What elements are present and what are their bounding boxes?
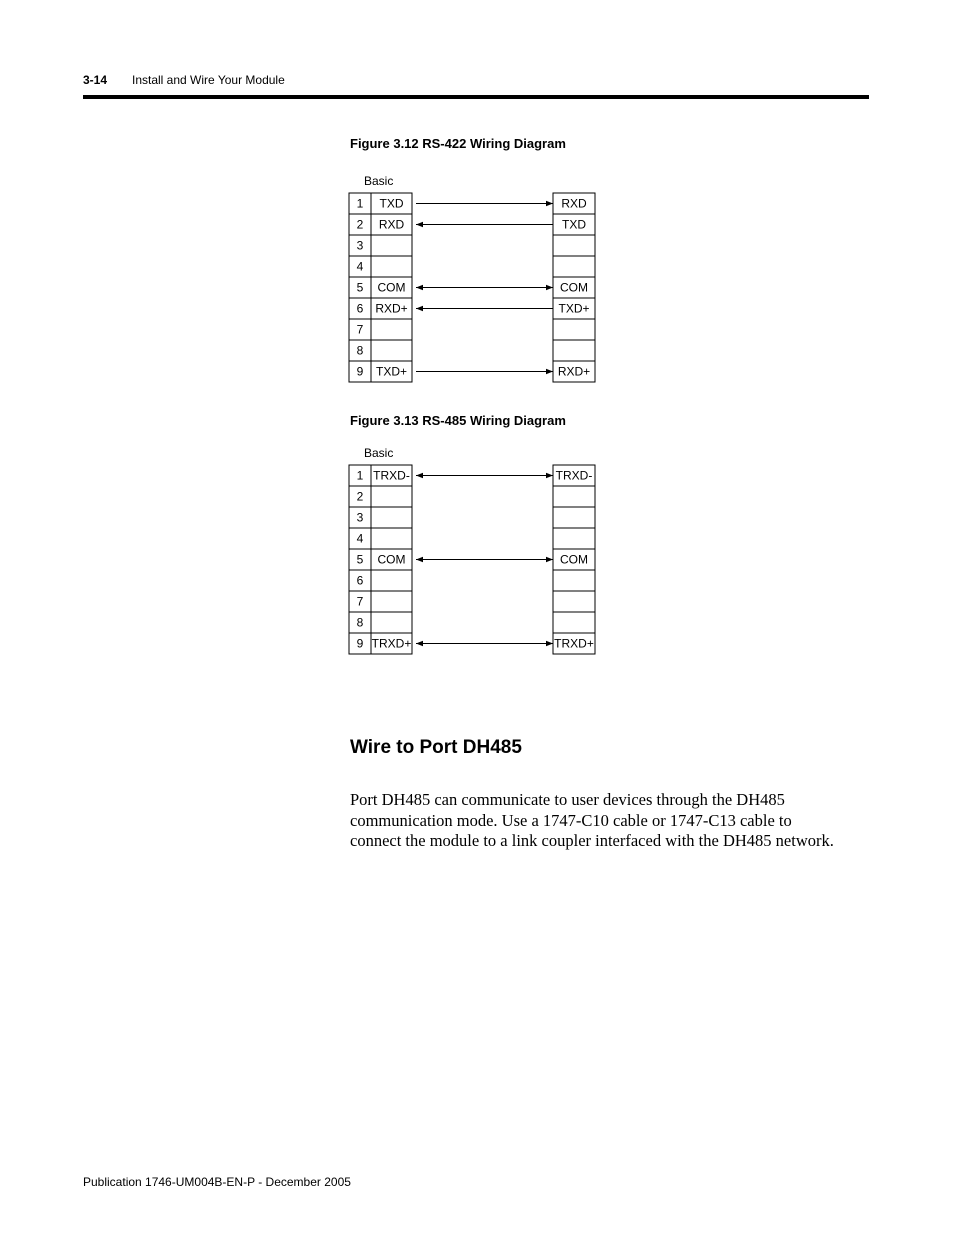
pin-number: 3: [356, 510, 364, 525]
figure-caption-rs485: Figure 3.13 RS-485 Wiring Diagram: [350, 413, 566, 428]
right-signal-label: TRXD-: [555, 468, 593, 483]
pin-number: 9: [356, 364, 364, 379]
chapter-title: Install and Wire Your Module: [132, 73, 285, 87]
pin-number: 1: [356, 196, 364, 211]
pin-number: 4: [356, 259, 364, 274]
rs485-wiring-diagram: [340, 440, 610, 665]
right-signal-label: COM: [560, 280, 588, 295]
left-signal-label: TXD+: [375, 364, 408, 379]
pin-number: 2: [356, 217, 364, 232]
pin-number: 6: [356, 301, 364, 316]
left-signal-label: RXD+: [375, 301, 408, 316]
right-signal-label: COM: [560, 552, 588, 567]
diagram-label: Basic: [364, 174, 394, 188]
diagram-label: Basic: [364, 446, 394, 460]
right-signal-label: TXD+: [558, 301, 590, 316]
page-number: 3-14: [83, 73, 108, 87]
pin-number: 3: [356, 238, 364, 253]
pin-number: 9: [356, 636, 364, 651]
rs422-wiring-diagram: [340, 168, 610, 393]
publication-footer: Publication 1746-UM004B-EN-P - December 2005: [83, 1175, 351, 1189]
right-signal-label: RXD: [561, 196, 587, 211]
right-signal-label: TXD: [562, 217, 586, 232]
pin-number: 7: [356, 594, 364, 609]
section-heading: Wire to Port DH485: [350, 737, 522, 758]
rs422-diagram-svg: [340, 168, 610, 393]
right-signal-label: TRXD+: [554, 636, 594, 651]
left-signal-label: COM: [377, 280, 406, 295]
rs485-diagram-svg: [340, 440, 610, 665]
pin-number: 5: [356, 280, 364, 295]
pin-number: 4: [356, 531, 364, 546]
left-signal-label: TRXD+: [371, 636, 412, 651]
left-signal-label: COM: [377, 552, 406, 567]
left-signal-label: RXD: [378, 217, 405, 232]
pin-number: 5: [356, 552, 364, 567]
right-signal-label: RXD+: [557, 364, 591, 379]
left-signal-label: TRXD-: [373, 468, 410, 483]
header-rule: [83, 95, 869, 99]
pin-number: 8: [356, 343, 364, 358]
pin-number: 2: [356, 489, 364, 504]
figure-caption-rs422: Figure 3.12 RS-422 Wiring Diagram: [350, 136, 566, 151]
section-body-text: Port DH485 can communicate to user devices through the DH485 communication mode. Use a 1747-C10 cable or 1747-C13 cable to connect the module to a link coupler interfaced with the DH485 network.: [350, 790, 834, 850]
pin-number: 7: [356, 322, 364, 337]
pin-number: 6: [356, 573, 364, 588]
left-signal-label: TXD: [379, 196, 404, 211]
pin-number: 1: [356, 468, 364, 483]
pin-number: 8: [356, 615, 364, 630]
